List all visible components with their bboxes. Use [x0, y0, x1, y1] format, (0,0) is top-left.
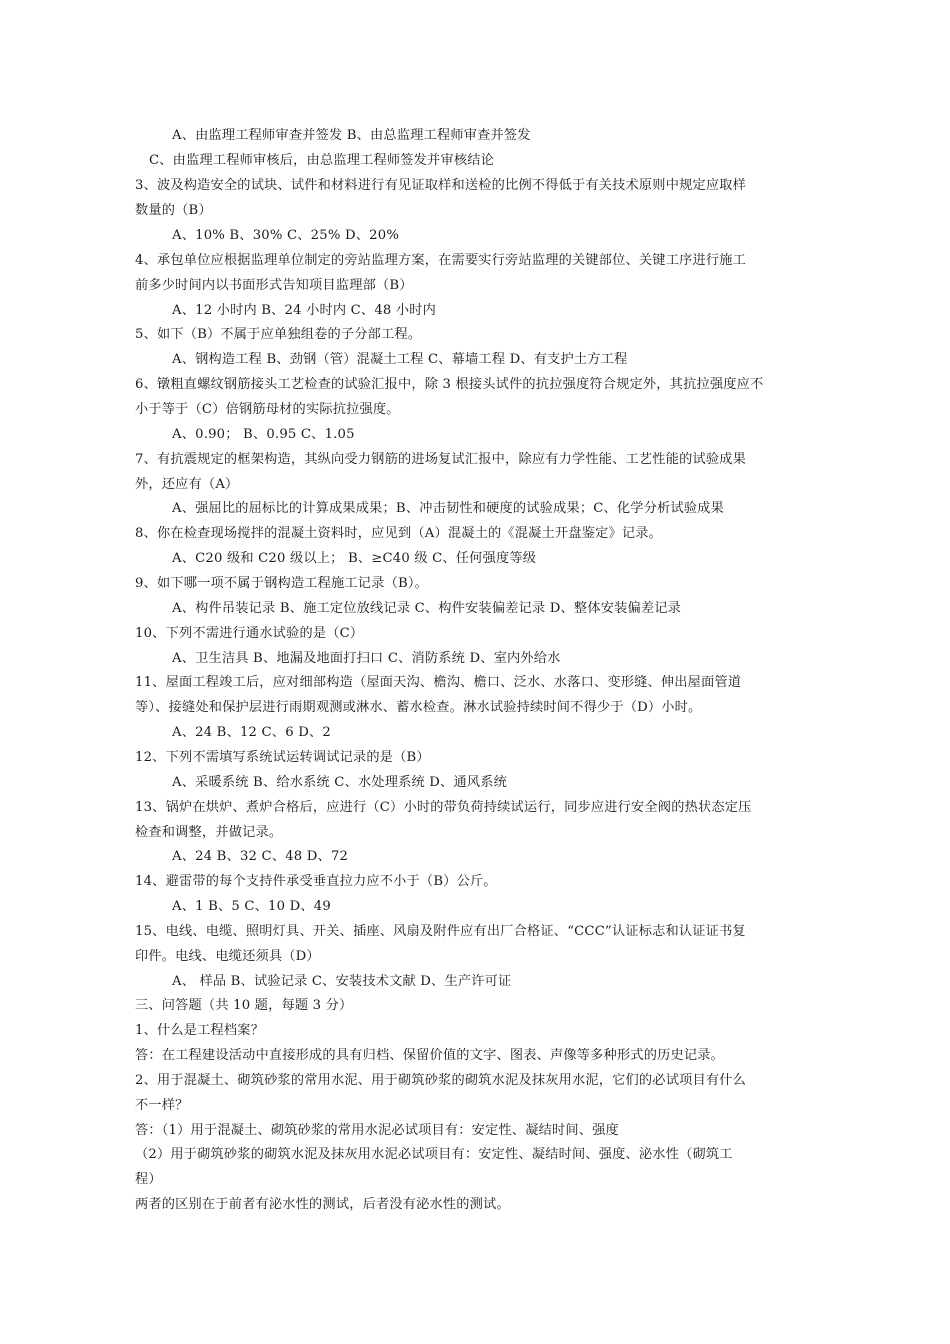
- option-line: A、钢构造工程 B、劲钢（管）混凝土工程 C、幕墙工程 D、有支护土方工程: [172, 352, 628, 367]
- question-line: 11、屋面工程竣工后，应对细部构造（屋面天沟、檐沟、檐口、泛水、水落口、变形缝、伸出屋面管道: [135, 675, 742, 690]
- question-line: 3、波及构造安全的试块、试件和材料进行有见证取样和送检的比例不得低于有关技术原则中规定应取样: [135, 178, 747, 193]
- answer-line: 答：在工程建设活动中直接形成的具有归档、保留价值的文字、图表、声像等多种形式的历史记录。: [135, 1048, 725, 1063]
- option-line: A、12 小时内 B、24 小时内 C、48 小时内: [172, 303, 437, 318]
- question-line: 外，还应有（A）: [135, 477, 239, 492]
- option-line: A、24 B、12 C、6 D、2: [172, 725, 331, 740]
- question-line: 5、如下（B）不属于应单独组卷的子分部工程。: [135, 327, 422, 342]
- question-line: 前多少时间内以书面形式告知项目监理部（B）: [135, 278, 413, 293]
- question-line: 13、锅炉在烘炉、煮炉合格后，应进行（C）小时的带负荷持续试运行，同步应进行安全阀的热状态定压: [135, 800, 752, 815]
- question-line: 9、如下哪一项不属于钢构造工程施工记录（B）。: [135, 576, 429, 591]
- question-line: 14、避雷带的每个支持件承受垂直拉力应不小于（B）公斤。: [135, 874, 497, 889]
- question-line: 印件。电线、电缆还须具（D）: [135, 949, 320, 964]
- option-line: A、由监理工程师审查并签发 B、由总监理工程师审查并签发: [172, 128, 531, 143]
- question-line: 8、你在检查现场搅拌的混凝土资料时，应见到（A）混凝土的《混凝土开盘鉴定》记录。: [135, 526, 663, 541]
- option-line: A、1 B、5 C、10 D、49: [172, 899, 331, 914]
- question-line: 12、下列不需填写系统试运转调试记录的是（B）: [135, 750, 430, 765]
- question-line: 15、电线、电缆、照明灯具、开关、插座、风扇及附件应有出厂合格证、“CCC”认证标志和认证证书复: [135, 924, 746, 939]
- question-line: 数量的（B）: [135, 203, 212, 218]
- answer-line: 程）: [135, 1172, 162, 1187]
- option-line: C、由监理工程师审核后，由总监理工程师签发并审核结论: [149, 153, 494, 168]
- question-line: 不一样？: [135, 1098, 189, 1113]
- option-line: A、10% B、30% C、25% D、20%: [172, 228, 400, 243]
- option-line: A、0.90； B、0.95 C、1.05: [172, 427, 355, 442]
- option-line: A、构件吊装记录 B、施工定位放线记录 C、构件安装偏差记录 D、整体安装偏差记录: [172, 601, 682, 616]
- question-line: 1、什么是工程档案？: [135, 1023, 265, 1038]
- question-line: 7、有抗震规定的框架构造，其纵向受力钢筋的进场复试汇报中，除应有力学性能、工艺性能的试验成果: [135, 452, 747, 467]
- question-line: 等）、接缝处和保护层进行雨期观测或淋水、蓄水检查。淋水试验持续时间不得少于（D）小时。: [135, 700, 702, 715]
- option-line: A、卫生洁具 B、地漏及地面打扫口 C、消防系统 D、室内外给水: [172, 651, 561, 666]
- question-line: 10、下列不需进行通水试验的是（C）: [135, 626, 364, 641]
- answer-line: （2）用于砌筑砂浆的砌筑水泥及抹灰用水泥必试项目有：安定性、凝结时间、强度、泌水性（砌筑工: [135, 1147, 733, 1162]
- question-line: 小于等于（C）倍钢筋母材的实际抗拉强度。: [135, 402, 400, 417]
- option-line: A、24 B、32 C、48 D、72: [172, 849, 349, 864]
- option-line: A、C20 级和 C20 级以上； B、≥C40 级 C、任何强度等级: [172, 551, 537, 566]
- question-line: 6、镦粗直螺纹钢筋接头工艺检查的试验汇报中，除 3 根接头试件的抗拉强度符合规定外，其抗拉强度应不: [135, 377, 764, 392]
- answer-line: 两者的区别在于前者有泌水性的测试，后者没有泌水性的测试。: [135, 1197, 510, 1212]
- option-line: A、采暖系统 B、给水系统 C、水处理系统 D、通风系统: [172, 775, 507, 790]
- option-line: A、强屈比的屈标比的计算成果成果；B、冲击韧性和硬度的试验成果；C、化学分析试验成果: [172, 501, 725, 516]
- option-line: A、 样品 B、试验记录 C、安装技术文献 D、生产许可证: [172, 974, 512, 989]
- question-line: 2、用于混凝土、砌筑砂浆的常用水泥、用于砌筑砂浆的砌筑水泥及抹灰用水泥，它们的必试项目有什么: [135, 1073, 747, 1088]
- section-heading: 三、问答题（共 10 题，每题 3 分）: [135, 998, 353, 1013]
- answer-line: 答：（1）用于混凝土、砌筑砂浆的常用水泥必试项目有：安定性、凝结时间、强度: [135, 1123, 619, 1138]
- question-line: 检查和调整，并做记录。: [135, 825, 283, 840]
- question-line: 4、承包单位应根据监理单位制定的旁站监理方案，在需要实行旁站监理的关键部位、关键工序进行施工: [135, 253, 747, 268]
